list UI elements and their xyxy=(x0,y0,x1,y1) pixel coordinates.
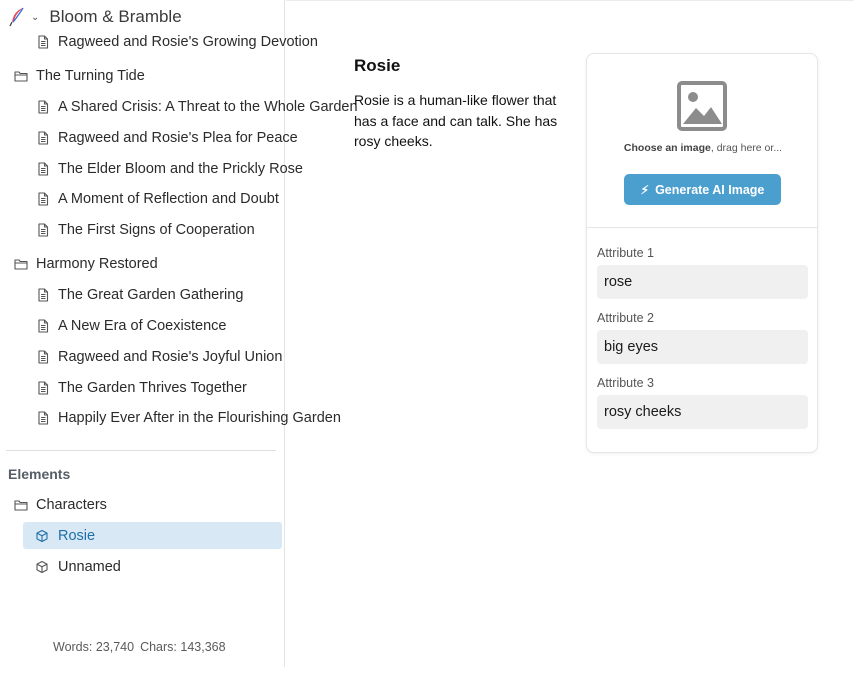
tree-doc-item[interactable] xyxy=(36,125,298,151)
chevron-down-icon[interactable]: ⌄ xyxy=(31,11,40,23)
word-count-stats xyxy=(53,640,226,654)
folder-icon xyxy=(14,498,28,512)
element-item-label: Rosie xyxy=(58,527,96,544)
document-icon xyxy=(36,192,50,206)
generate-ai-image-label: Generate AI Image xyxy=(655,182,765,197)
document-icon xyxy=(36,350,50,364)
attribute-2-input[interactable] xyxy=(597,330,808,364)
tree-doc-label: The Great Garden Gathering xyxy=(58,287,244,303)
document-icon xyxy=(36,381,50,395)
project-header[interactable] xyxy=(8,5,182,29)
tree-doc-label: Happily Ever After in the Flourishing Garden xyxy=(58,410,341,426)
lightning-icon: ⚡︎ xyxy=(640,182,650,197)
tree-folder-label: The Turning Tide xyxy=(36,68,145,84)
element-item-rosie[interactable] xyxy=(23,522,282,549)
element-item-unnamed[interactable] xyxy=(23,553,282,580)
element-description[interactable]: Rosie is a human-like flower that has a face and can talk. She has rosy cheeks. xyxy=(354,92,558,149)
document-icon xyxy=(36,319,50,333)
attribute-1-input[interactable] xyxy=(597,265,808,299)
choose-image-link[interactable]: Choose an image xyxy=(623,142,711,154)
choose-image-text[interactable] xyxy=(587,142,819,154)
choose-image-hint: , drag here or... xyxy=(710,142,783,154)
tree-folder-harmony-restored[interactable] xyxy=(14,251,274,277)
document-icon xyxy=(36,100,50,114)
char-count: Chars: 143,368 xyxy=(140,640,226,654)
feather-icon xyxy=(8,7,26,27)
element-item-label: Unnamed xyxy=(58,558,121,575)
cube-icon xyxy=(35,529,49,543)
tree-doc-label: Ragweed and Rosie's Plea for Peace xyxy=(58,130,298,146)
generate-ai-image-button[interactable] xyxy=(624,174,781,205)
sidebar-divider xyxy=(6,450,276,451)
tree-doc-item[interactable] xyxy=(36,375,284,401)
tree-doc-item[interactable] xyxy=(36,313,284,339)
tree-folder-characters[interactable] xyxy=(14,492,274,518)
element-title: Rosie xyxy=(354,56,401,75)
tree-doc-item[interactable] xyxy=(36,217,284,243)
folder-icon xyxy=(14,257,28,271)
elements-section-label: Elements xyxy=(8,466,71,482)
project-title: Bloom & Bramble xyxy=(49,7,182,26)
tree-doc-item[interactable] xyxy=(36,405,341,431)
tree-doc-label: Ragweed and Rosie's Growing Devotion xyxy=(58,34,318,50)
document-icon xyxy=(36,35,50,49)
tree-doc-item[interactable] xyxy=(36,29,318,55)
attribute-label: Attribute 1 xyxy=(597,246,654,260)
tree-folder-turning-tide[interactable] xyxy=(14,63,274,89)
element-card xyxy=(586,53,818,453)
document-icon xyxy=(36,223,50,237)
attribute-label: Attribute 3 xyxy=(597,376,654,390)
card-divider xyxy=(587,227,817,228)
tree-doc-item[interactable] xyxy=(36,156,303,182)
tree-doc-item[interactable] xyxy=(36,344,284,370)
tree-doc-item[interactable] xyxy=(36,186,284,212)
tree-doc-label: The Garden Thrives Together xyxy=(58,380,247,396)
attribute-label: Attribute 2 xyxy=(597,311,654,325)
tree-doc-label: Ragweed and Rosie's Joyful Union xyxy=(58,349,283,365)
sidebar xyxy=(0,0,358,667)
cube-icon xyxy=(35,560,49,574)
tree-doc-label: A Moment of Reflection and Doubt xyxy=(58,191,279,207)
tree-doc-item[interactable] xyxy=(36,94,358,120)
document-icon xyxy=(36,162,50,176)
document-icon xyxy=(36,131,50,145)
document-icon xyxy=(36,288,50,302)
tree-doc-item[interactable] xyxy=(36,282,284,308)
tree-doc-label: The First Signs of Cooperation xyxy=(58,222,255,238)
element-editor xyxy=(286,0,854,680)
image-placeholder-icon[interactable] xyxy=(676,80,728,132)
attribute-3-input[interactable] xyxy=(597,395,808,429)
tree-doc-label: The Elder Bloom and the Prickly Rose xyxy=(58,161,303,177)
tree-doc-label: A Shared Crisis: A Threat to the Whole Garden xyxy=(58,99,358,115)
tree-folder-label: Harmony Restored xyxy=(36,256,158,272)
tree-doc-label: A New Era of Coexistence xyxy=(58,318,227,334)
document-icon xyxy=(36,411,50,425)
folder-icon xyxy=(14,69,28,83)
tree-folder-label: Characters xyxy=(36,497,107,513)
word-count: Words: 23,740 xyxy=(53,640,135,654)
